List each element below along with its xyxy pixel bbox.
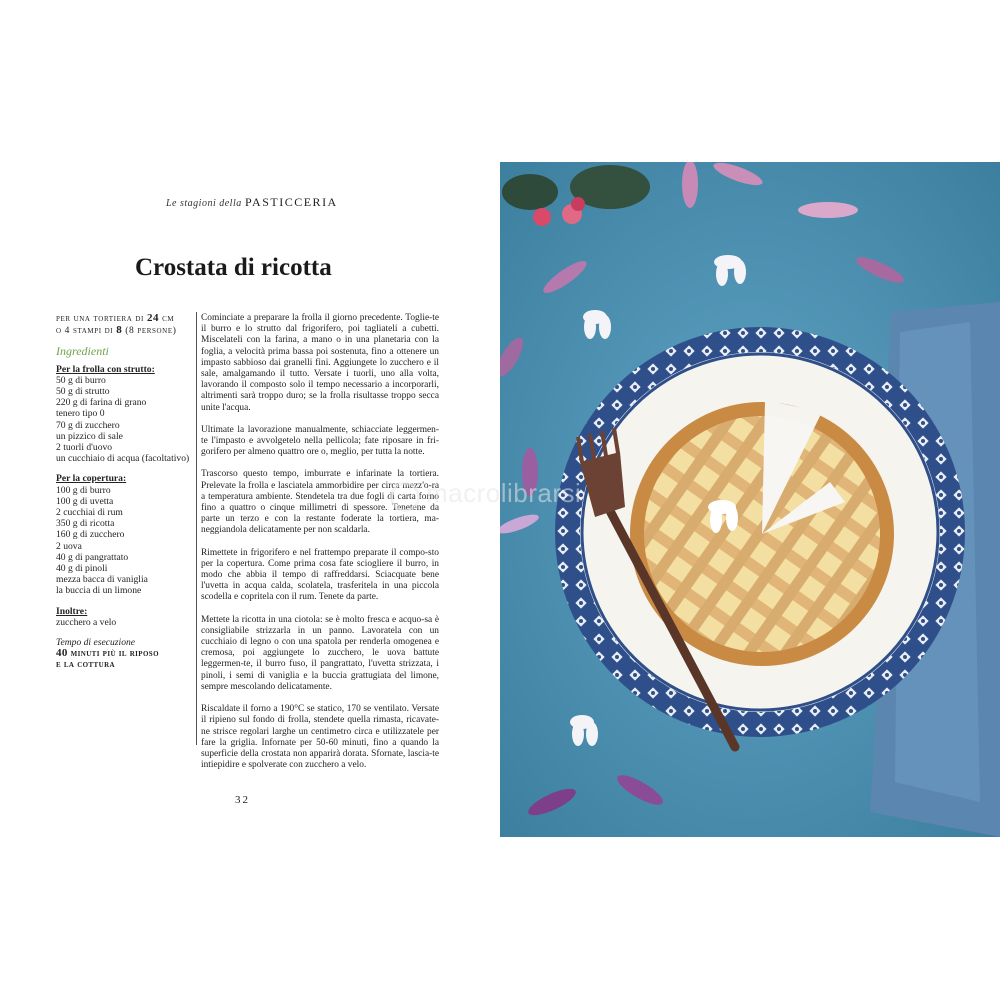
- ingredient-item: un cucchiaio di acqua (facoltativo): [56, 453, 190, 465]
- ingredient-group-title: Per la copertura:: [56, 473, 127, 485]
- ingredients-column: [56, 313, 194, 671]
- method-paragraph: Mettete la ricotta in una ciotola: se è molto fresca e acquo-sa è consigliabile strizzarla in un panno. Lavoratela con un cucchiaio di legno o con una spatola per renderla omogenea e cremosa, poi aggiungete lo zucchero, le uova battute leggermen-te, il burro fuso, il pangrattato, l'uvetta strizzata, i pinoli, i semi di vaniglia e la buccia grattugiata del limone, sempre mescolando delicatamente.: [201, 614, 439, 692]
- ingredient-item: 2 cucchiai di rum: [56, 507, 123, 519]
- tart-photo: [500, 162, 1000, 837]
- ingredients-heading: Ingredienti: [56, 344, 109, 359]
- column-divider: [196, 312, 197, 745]
- execution-time: [56, 637, 194, 671]
- method-paragraph: Trascorso questo tempo, imburrate e infarinate la tortiera. Prelevate la frolla e lasciatela ammorbidire per circa mezz'o-ra a temperatura ambiente. Stendetela tra due fogli di carta forno fino a quattro o cinque millimetri di spessore. Tenetene da parte un terzo e con la restante foderate la tortiera, ma-neggiandola delicatamente per non scaldarla.: [201, 469, 439, 536]
- ingredient-item: 160 g di zucchero: [56, 529, 125, 541]
- petal: [682, 162, 698, 208]
- ingredient-item: zucchero a velo: [56, 616, 117, 628]
- ingredient-item: 100 g di uvetta: [56, 495, 114, 507]
- method-paragraph: Cominciate a preparare la frolla il giorno precedente. Toglie-te il burro e lo strutto dal frigorifero, poi tagliateli a cubetti. Miscelateli con la farina, a mano o in una planetaria con la foglia, a velocità prima bassa poi sostenuta, fino a ottenere un impasto sabbioso dai granelli fini. Aggiungete lo zucchero e il sale, amalgamando il tutto. Versate i tuorli, uno alla volta, lavorando il composto solo il tempo necessario a incorporarli, altrimenti sarà troppo duro; se la frolla risultasse troppo secca unite l'acqua.: [201, 313, 439, 413]
- ingredient-group: [56, 364, 194, 465]
- ingredient-item: 220 g di farina di grano: [56, 397, 147, 409]
- yield-line-1: per una tortiera di 24 cm: [56, 312, 175, 324]
- tart-photo-illustration: [500, 162, 1000, 837]
- ingredient-item: 100 g di burro: [56, 484, 111, 496]
- time-label: Tempo di esecuzione: [56, 637, 136, 649]
- ingredient-item: 70 g di zucchero: [56, 419, 120, 431]
- recipe-title: Crostata di ricotta: [135, 254, 332, 281]
- leaf: [502, 174, 558, 210]
- ingredient-group-title: Per la frolla con strutto:: [56, 363, 155, 375]
- ingredient-item: 2 uova: [56, 540, 82, 552]
- running-header: [166, 195, 338, 210]
- ingredient-item: un pizzico di sale: [56, 430, 123, 442]
- ingredient-item: 2 tuorli d'uovo: [56, 442, 113, 454]
- ingredient-group-title: Inoltre:: [56, 605, 88, 617]
- ingredient-item: 40 g di pinoli: [56, 563, 108, 575]
- berry: [533, 208, 551, 226]
- ingredient-item: 50 g di burro: [56, 374, 106, 386]
- ingredient-group: [56, 606, 194, 628]
- method-paragraph: Ultimate la lavorazione manualmente, schiacciate leggermen-te l'impasto e avvolgetelo nella pellicola; fate riposare in fri-gorifero per almeno quattro ore o, meglio, per tutta la notte.: [201, 424, 439, 458]
- method-paragraph: Rimettete in frigorifero e nel frattempo preparate il compo-sto per la copertura. Come prima cosa fate sciogliere il burro, in modo che abbia il tempo di raffreddarsi. Sciacquate bene l'uvetta in acqua calda, scolatela, trasferitela in una piccola scodella e copritela con il rum. Tenete da parte.: [201, 547, 439, 603]
- ingredient-item: 50 g di strutto: [56, 386, 110, 398]
- book-brand: PASTICCERIA: [244, 195, 338, 209]
- petal: [798, 202, 858, 218]
- time-value-line-2: e la cottura: [56, 659, 115, 671]
- ingredient-item: la buccia di un limone: [56, 585, 142, 597]
- time-value: 40 minuti più il riposo: [56, 647, 159, 660]
- ingredient-item: tenero tipo 0: [56, 408, 105, 420]
- recipe-yield: [56, 313, 194, 337]
- ingredient-groups: [56, 364, 194, 628]
- ingredient-item: 40 g di pangrattato: [56, 551, 129, 563]
- ingredient-item: mezza bacca di vaniglia: [56, 574, 148, 586]
- petal: [522, 448, 538, 496]
- page-number: 32: [235, 794, 250, 806]
- series-name: Le stagioni della: [166, 198, 242, 209]
- yield-line-2: o 4 stampi di 8 (8 persone): [56, 324, 177, 337]
- ingredient-group: [56, 473, 194, 596]
- method-paragraph: Riscaldate il forno a 190°C se statico, 170 se ventilato. Versate il ripieno sul fondo di frolla, stendete quella rimasta, ricavate-ne strisce regolari larghe un centimetro circa e utilizzatele per fare la griglia. Infornate per 50-60 minuti, fino a quando la superficie della crostata non apparirà dorata. Sfornate, lascia-te intiepidire e spolverate con zucchero a velo.: [201, 704, 439, 771]
- ingredient-item: 350 g di ricotta: [56, 518, 115, 530]
- method-column: [201, 313, 439, 782]
- watermark-text: macrolibrarsi: [426, 478, 582, 508]
